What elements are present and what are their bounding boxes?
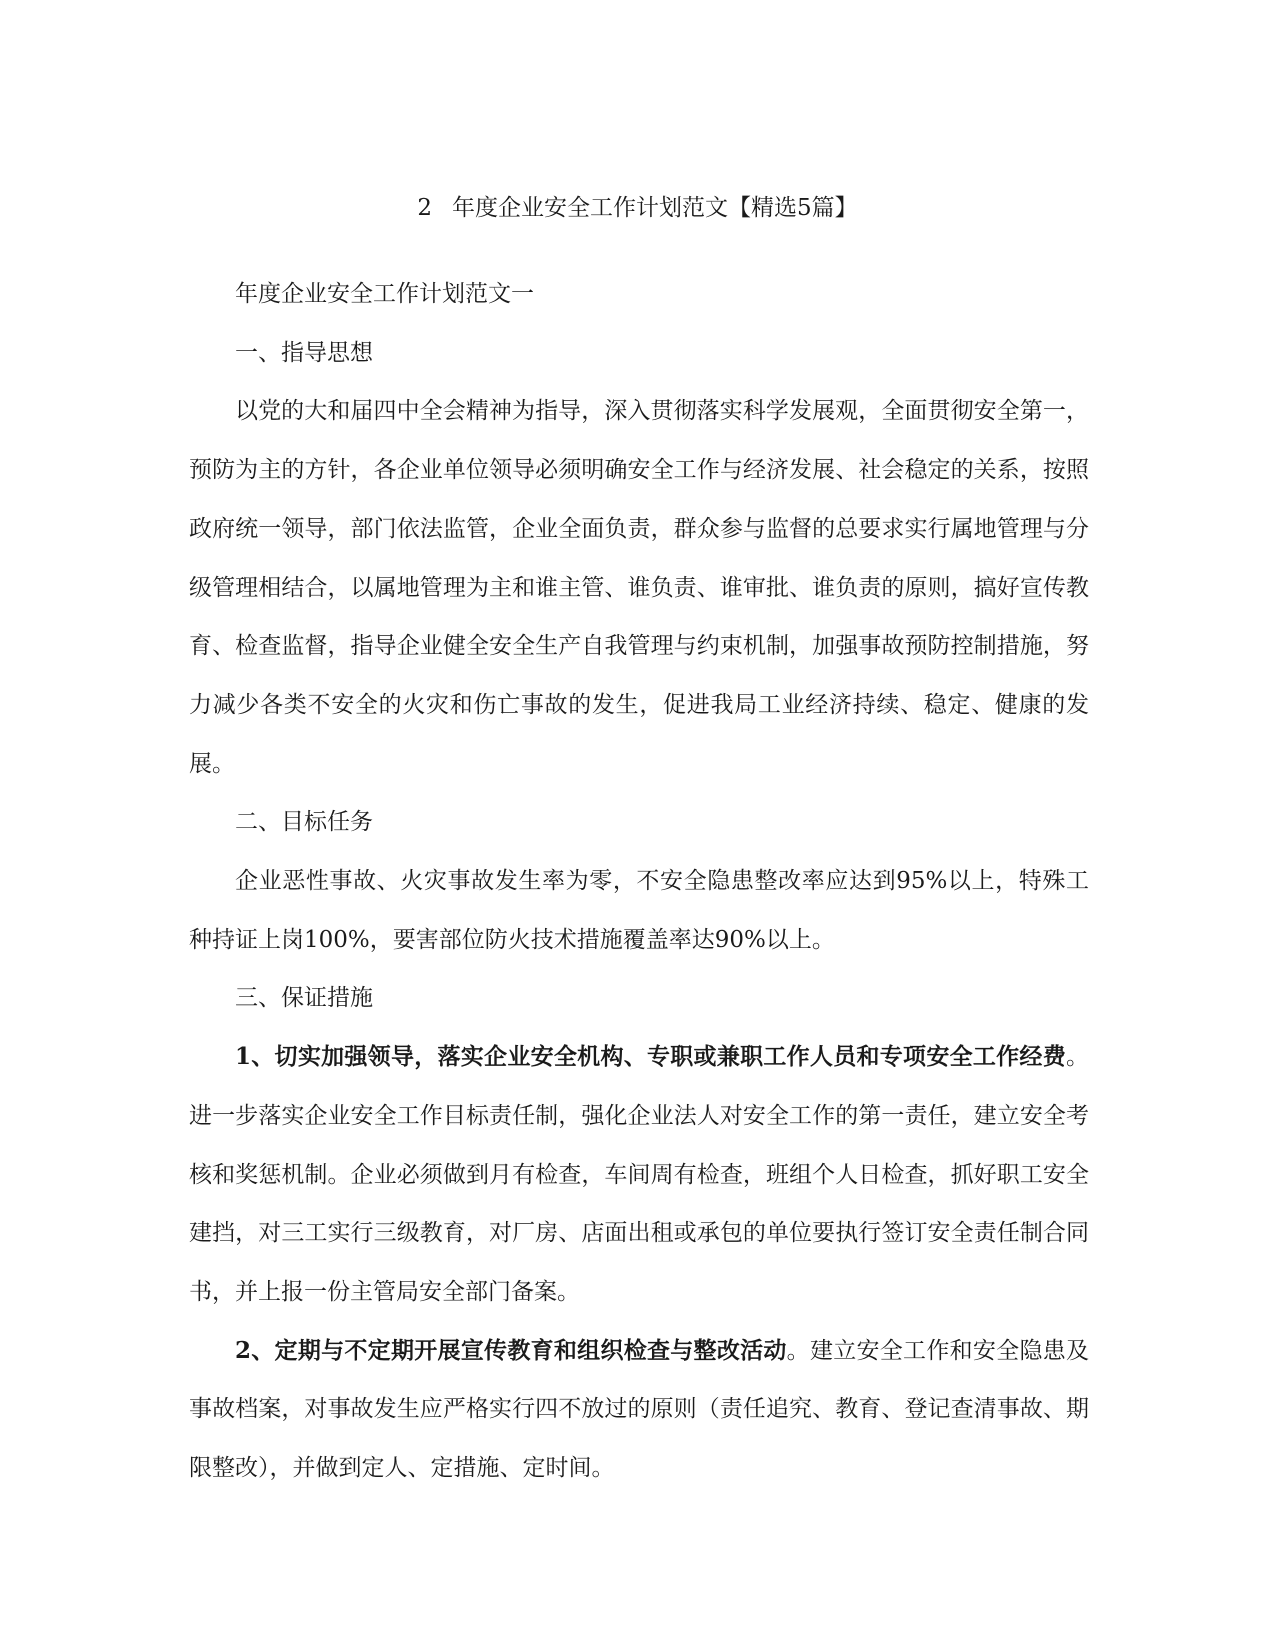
section-heading-targets [189, 793, 1089, 852]
section-heading-guiding-ideology [189, 324, 1089, 383]
paragraph-text: 。建立安全工作和安全隐患及事故档案，对事故发生应严格实行四不放过的原则（责任追究、教育、登记查清事故、期限整改），并做到定人、定措施、定时间。 [189, 1337, 1089, 1482]
paragraph-text: 企业恶性事故、火灾事故发生率为零，不安全隐患整改率应达到95%以上，特殊工种持证上岗100%，要害部位防火技术措施覆盖率达90%以上。 [189, 868, 1089, 953]
measure-1-lead: 1、切实加强领导，落实企业安全机构、专职或兼职工作人员和专项安全工作经费 [235, 1043, 1066, 1071]
section-heading-measures [189, 969, 1089, 1028]
document-title [0, 193, 1275, 223]
paragraph-text: 二、目标任务 [235, 809, 373, 836]
paragraph-text: 以党的大和届四中全会精神为指导，深入贯彻落实科学发展观，全面贯彻安全第一，预防为主的方针，各企业单位领导必须明确安全工作与经济发展、社会稳定的关系，按照政府统一领导，部门依法监管，企业全面负责，群众参与监督的总要求实行属地管理与分级管理相结合，以属地管理为主和谁主管、谁负责、谁审批、谁负责的原则，搞好宣传教育、检查监督，指导企业健全安全生产自我管理与约束机制，加强事故预防控制措施，努力减少各类不安全的火灾和伤亡事故的发生，促进我局工业经济持续、稳定、健康的发展。 [189, 398, 1089, 777]
paragraph-text: 一、指导思想 [235, 339, 373, 366]
section-heading-plan-one [189, 265, 1089, 324]
measure-2-lead: 2、定期与不定期开展宣传教育和组织检查与整改活动 [235, 1336, 787, 1364]
paragraph-text: 。进一步落实企业安全工作目标责任制，强化企业法人对安全工作的第一责任，建立安全考核和奖惩机制。企业必须做到月有检查，车间周有检查，班组个人日检查，抓好职工安全建挡，对三工实行三级教育，对厂房、店面出租或承包的单位要执行签订安全责任制合同书，并上报一份主管局安全部门备案。 [189, 1044, 1089, 1305]
paragraph-measure-1 [189, 1028, 1089, 1322]
title-text: 年度企业安全工作计划范文【精选5篇】 [452, 195, 858, 221]
paragraph-text: 三、保证措施 [235, 985, 373, 1012]
paragraph-guiding-ideology [189, 382, 1089, 793]
paragraph-measure-2 [189, 1322, 1089, 1498]
document-body [189, 265, 1089, 1498]
title-number: 2 [417, 195, 432, 221]
paragraph-text: 年度企业安全工作计划范文一 [235, 281, 534, 307]
paragraph-targets [189, 852, 1089, 969]
